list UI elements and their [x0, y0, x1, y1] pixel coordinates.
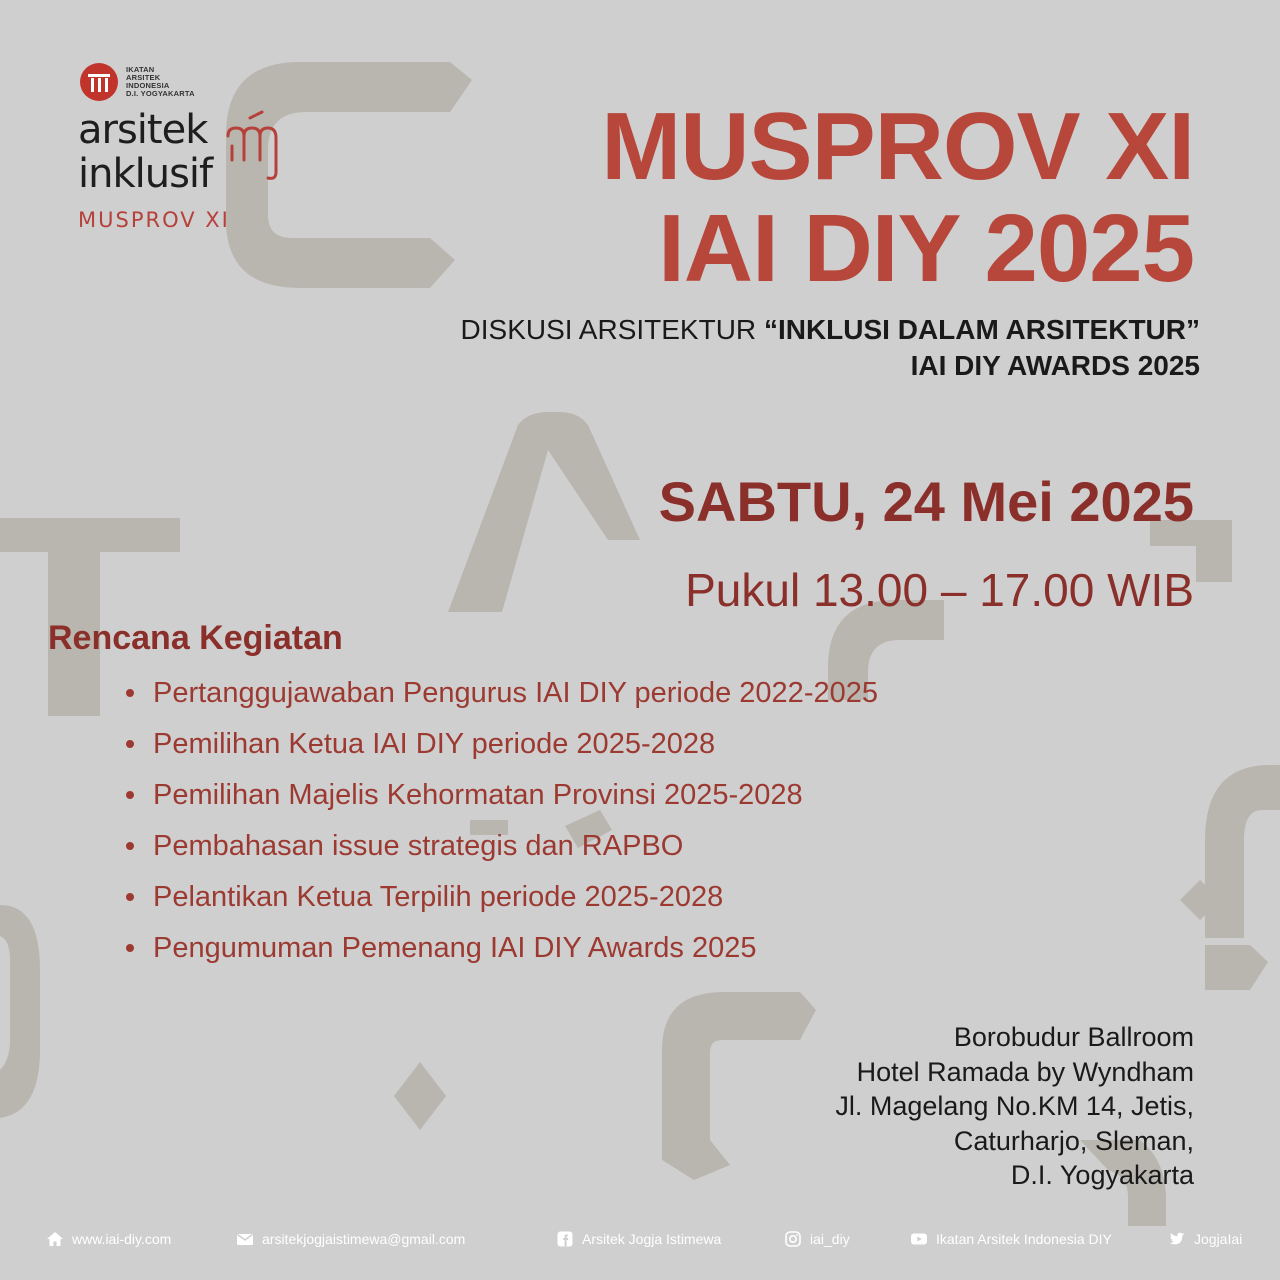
- title-line-2: IAI DIY 2025: [658, 195, 1194, 302]
- venue-line: D.I. Yogyakarta: [1010, 1160, 1194, 1190]
- instagram-text: iai_diy: [810, 1231, 850, 1247]
- org-line: D.I. YOGYAKARTA: [126, 89, 195, 98]
- footer-youtube[interactable]: [910, 1230, 1112, 1248]
- subtitle-awards: IAI DIY AWARDS 2025: [910, 350, 1200, 381]
- brand-sub-musprov: MUSPROV XI: [78, 208, 230, 232]
- twitter-icon: [1168, 1230, 1186, 1248]
- footer-facebook[interactable]: [556, 1230, 721, 1248]
- facebook-icon: [556, 1230, 574, 1248]
- agenda-list: [126, 668, 878, 974]
- org-name: [126, 66, 195, 98]
- agenda-item: Pembahasan issue strategis dan RAPBO: [126, 821, 878, 872]
- facebook-text: Arsitek Jogja Istimewa: [582, 1231, 722, 1247]
- footer-twitter[interactable]: [1168, 1230, 1242, 1248]
- org-line: ARSITEK: [126, 73, 161, 82]
- subtitle: [461, 312, 1200, 384]
- venue-line: Jl. Magelang No.KM 14, Jetis,: [835, 1091, 1194, 1121]
- brand-line-inklusif: inklusif: [78, 151, 213, 197]
- title-line-1: MUSPROV XI: [601, 93, 1194, 200]
- agenda-item: Pertanggujawaban Pengurus IAI DIY periode 2022-2025: [126, 668, 878, 719]
- main-title: [601, 93, 1194, 302]
- home-icon: [46, 1230, 64, 1248]
- event-time: Pukul 13.00 – 17.00 WIB: [685, 564, 1194, 616]
- agenda-item: Pemilihan Ketua IAI DIY periode 2025-2028: [126, 719, 878, 770]
- subtitle-discussion: [461, 312, 1200, 348]
- footer-website[interactable]: [46, 1230, 171, 1248]
- youtube-text: Ikatan Arsitek Indonesia DIY: [936, 1231, 1112, 1247]
- twitter-text: JogjaIai: [1194, 1231, 1243, 1247]
- org-line: IKATAN: [126, 65, 155, 74]
- org-line: INDONESIA: [126, 81, 170, 90]
- subtitle-theme: “INKLUSI DALAM ARSITEKTUR”: [763, 314, 1200, 345]
- agenda-item: Pengumuman Pemenang IAI DIY Awards 2025: [126, 923, 878, 974]
- email-text: arsitekjogjaistimewa@gmail.com: [262, 1231, 466, 1247]
- venue-address: [835, 1020, 1194, 1193]
- venue-line: Caturharjo, Sleman,: [953, 1125, 1194, 1156]
- javanese-script-icon: [222, 106, 282, 186]
- youtube-icon: [910, 1230, 928, 1248]
- footer-instagram[interactable]: [784, 1230, 850, 1248]
- subtitle-prefix: DISKUSI ARSITEKTUR: [460, 314, 764, 345]
- agenda-item: Pemilihan Majelis Kehormatan Provinsi 2025-2028: [126, 770, 878, 821]
- footer-email[interactable]: [236, 1230, 465, 1248]
- org-header: [78, 62, 298, 102]
- instagram-icon: [784, 1230, 802, 1248]
- brand-line-arsitek: arsitek: [78, 107, 208, 153]
- agenda-item: Pelantikan Ketua Terpilih periode 2025-2028: [126, 872, 878, 923]
- agenda-heading: Rencana Kegiatan: [48, 619, 343, 657]
- event-date: SABTU, 24 Mei 2025: [658, 470, 1194, 533]
- iai-logo-icon: [78, 62, 120, 102]
- venue-line: Hotel Ramada by Wyndham: [856, 1056, 1194, 1087]
- logo-block: [78, 62, 298, 242]
- website-text: www.iai-diy.com: [72, 1231, 172, 1247]
- mail-icon: [236, 1230, 254, 1248]
- footer-contacts: [0, 1226, 1280, 1256]
- venue-line: Borobudur Ballroom: [953, 1022, 1194, 1052]
